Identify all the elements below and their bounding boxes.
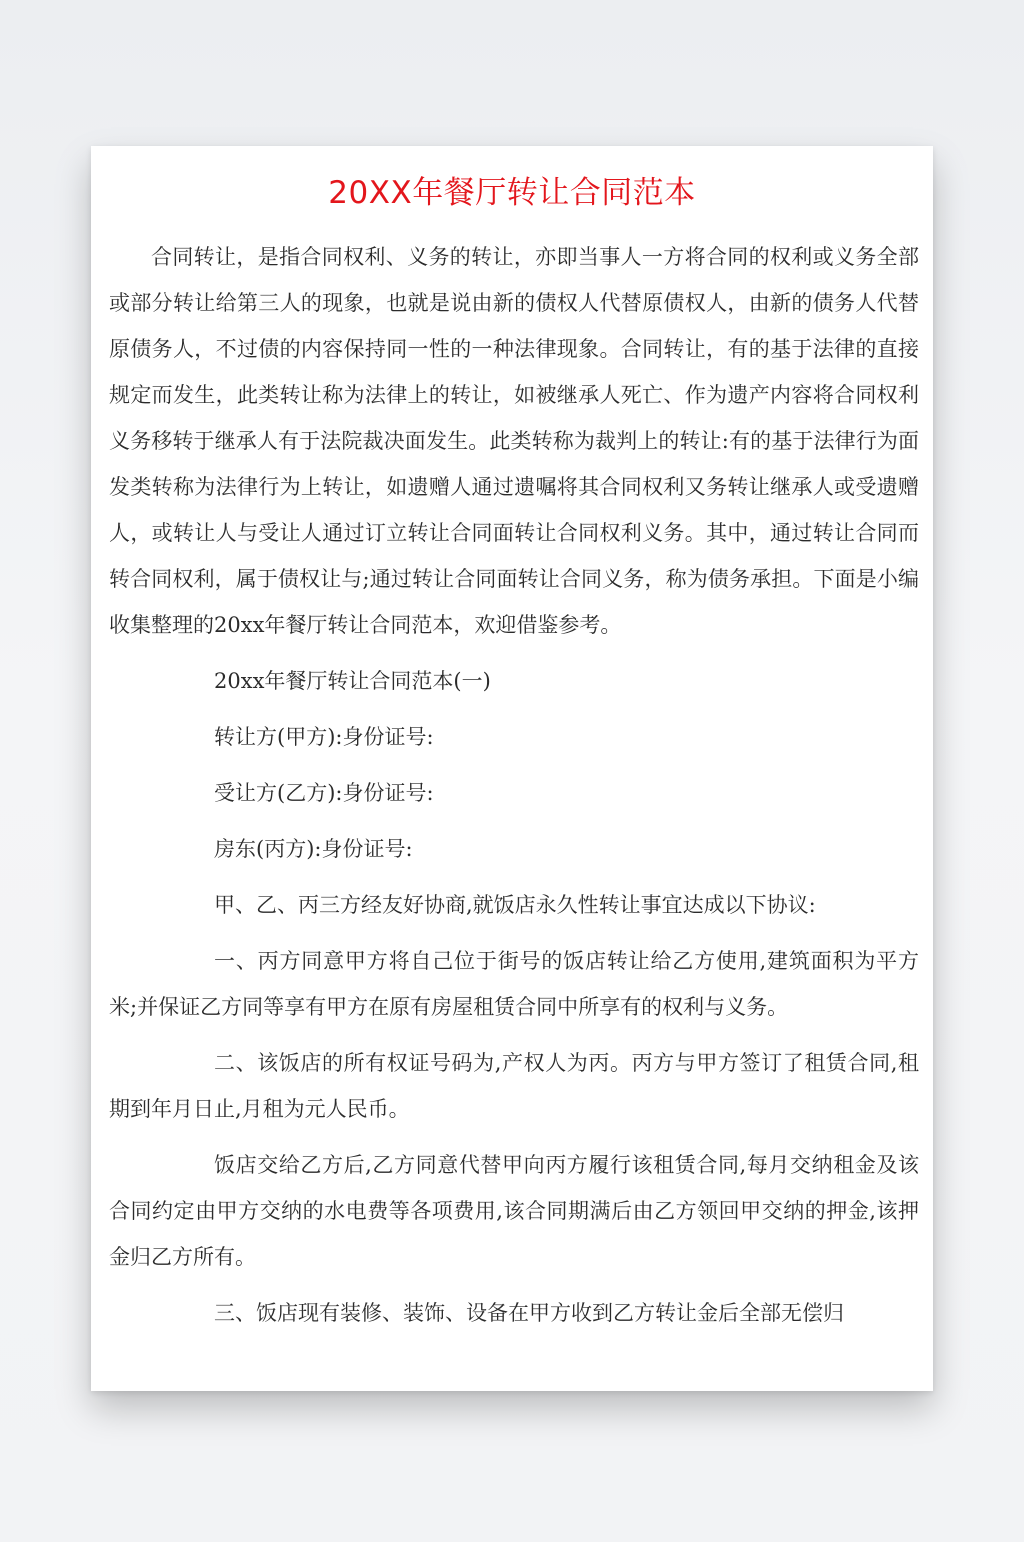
party-c-line: 房东(丙方):身份证号: xyxy=(214,837,413,861)
clause-two: 二、该饭店的所有权证号码为,产权人为丙。丙方与甲方签订了租赁合同,租期到年月日止,月租为元人民币。 xyxy=(109,1051,919,1121)
document-page xyxy=(91,146,933,1391)
contract-subtitle: 20xx年餐厅转让合同范本(一) xyxy=(214,669,491,693)
document-title: 20XX年餐厅转让合同范本 xyxy=(328,175,696,211)
party-a-line: 转让方(甲方):身份证号: xyxy=(214,725,434,749)
agreement-preamble: 甲、乙、丙三方经友好协商,就饭店永久性转让事宜达成以下协议: xyxy=(214,893,816,917)
document-body xyxy=(109,234,919,1336)
clause-two-continued: 饭店交给乙方后,乙方同意代替甲向丙方履行该租赁合同,每月交纳租金及该合同约定由甲方交纳的水电费等各项费用,该合同期满后由乙方领回甲交纳的押金,该押金归乙方所有。 xyxy=(109,1153,919,1269)
clause-three: 三、饭店现有装修、装饰、设备在甲方收到乙方转让金后全部无偿归 xyxy=(214,1301,844,1325)
clause-one: 一、丙方同意甲方将自己位于街号的饭店转让给乙方使用,建筑面积为平方米;并保证乙方同等享有甲方在原有房屋租赁合同中所享有的权利与义务。 xyxy=(109,949,919,1019)
party-b-line: 受让方(乙方):身份证号: xyxy=(214,781,434,805)
paragraph-intro: 合同转让，是指合同权利、义务的转让，亦即当事人一方将合同的权利或义务全部或部分转让给第三人的现象，也就是说由新的债权人代替原债权人，由新的债务人代替原债务人，不过债的内容保持同一性的一种法律现象。合同转让，有的基于法律的直接规定而发生，此类转让称为法律上的转让，如被继承人死亡、作为遗产内容将合同权利义务移转于继承人有于法院裁决面发生。此类转称为裁判上的转让:有的基于法律行为面发类转称为法律行为上转让，如遗赠人通过遗嘱将其合同权利又务转让继承人或受遗赠人，或转让人与受让人通过订立转让合同面转让合同权利义务。其中，通过转让合同而转合同权利，属于债权让与;通过转让合同面转让合同义务，称为债务承担。下面是小编收集整理的20xx年餐厅转让合同范本，欢迎借鉴参考。 xyxy=(109,245,919,637)
